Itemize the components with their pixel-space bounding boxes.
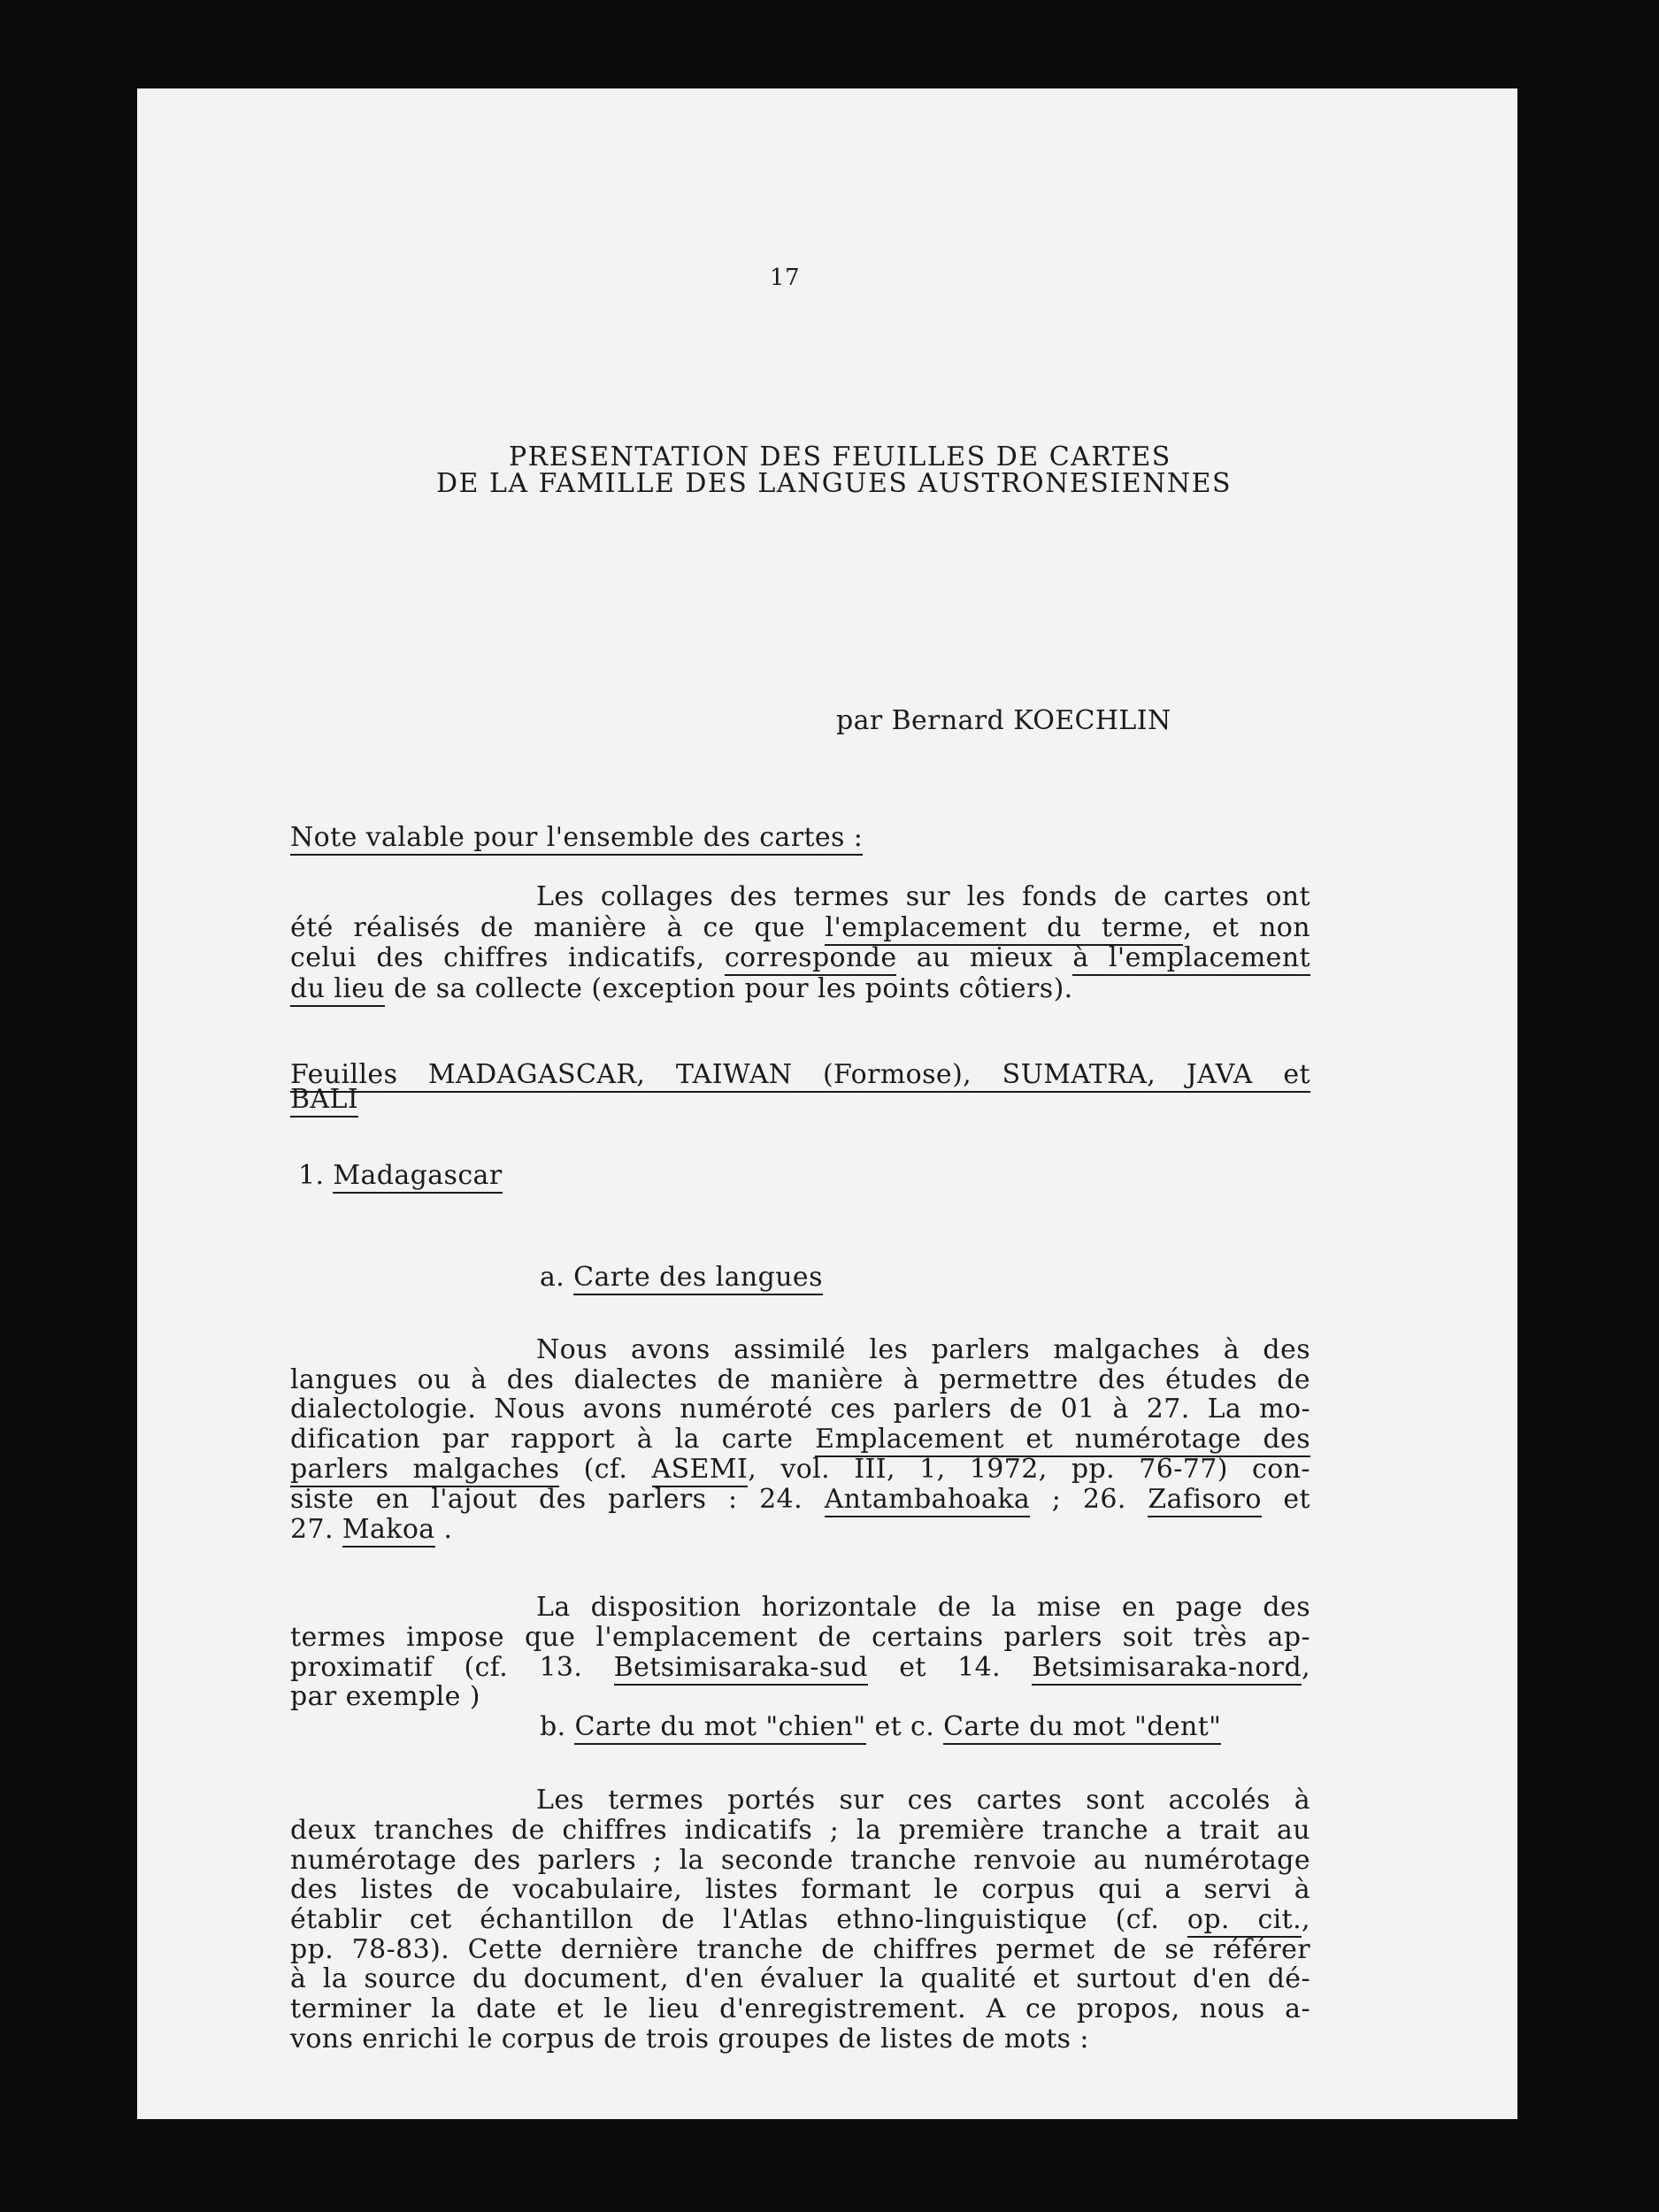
- note-heading-text: Note valable pour l'ensemble des cartes :: [290, 822, 863, 856]
- underlined-phrase: l'emplacement du terme: [825, 912, 1183, 946]
- para2-line-6: siste en l'ajout des parlers : 24. Antambahoaka ; 26. Zafisoro et: [290, 1485, 1310, 1515]
- para3-line-4: par exemple ): [290, 1681, 480, 1712]
- para4-line-6: pp. 78-83). Cette dernière tranche de chiffres permet de se référer: [290, 1934, 1310, 1965]
- para1-line-2: été réalisés de manière à ce que l'emplacement du terme, et non: [290, 913, 1310, 943]
- para2-line-4: dification par rapport à la carte Emplacement et numérotage des: [290, 1425, 1310, 1455]
- carte-a-heading: a. Carte des langues: [540, 1263, 823, 1293]
- para3-line-2: termes impose que l'emplacement de certains parlers soit très ap-: [290, 1622, 1310, 1653]
- para4-line-1: Les termes portés sur ces cartes sont accolés à: [536, 1785, 1310, 1816]
- para4-line-4: des listes de vocabulaire, listes formant le corpus qui a servi à: [290, 1874, 1310, 1905]
- para2-line-7: 27. Makoa .: [290, 1515, 452, 1545]
- underlined-phrase: corresponde: [725, 942, 897, 976]
- para4-line-3: numérotage des parlers ; la seconde tranche renvoie au numérotage: [290, 1845, 1310, 1876]
- para4-line-8: terminer la date et le lieu d'enregistrement. A ce propos, nous a-: [290, 1993, 1310, 2024]
- title-line-2: DE LA FAMILLE DES LANGUES AUSTRONESIENNES: [436, 468, 1233, 499]
- note-heading: [290, 823, 863, 853]
- underlined-phrase: à l'emplacement: [1072, 942, 1310, 976]
- carte-bc-heading: b. Carte du mot "chien" et c. Carte du mot "dent": [540, 1712, 1221, 1742]
- title-line-1: PRESENTATION DES FEUILLES DE CARTES: [509, 442, 1171, 472]
- section-heading-line-1: Feuilles MADAGASCAR, TAIWAN (Formose), SUMATRA, JAVA et: [290, 1060, 1310, 1090]
- para2-line-5: parlers malgaches (cf. ASEMI, vol. III, 1, 1972, pp. 76-77) con-: [290, 1455, 1310, 1485]
- para2-line-3: dialectologie. Nous avons numéroté ces parlers de 01 à 27. La mo-: [290, 1394, 1310, 1425]
- para4-line-5: établir cet échantillon de l'Atlas ethno-linguistique (cf. op. cit.,: [290, 1905, 1310, 1935]
- para2-line-1: Nous avons assimilé les parlers malgaches à des: [536, 1334, 1310, 1365]
- para4-line-9: vons enrichi le corpus de trois groupes de listes de mots :: [290, 2024, 1089, 2055]
- subsection-heading: 1. Madagascar: [298, 1161, 503, 1191]
- section-heading-line-2: BALI: [290, 1085, 358, 1115]
- para4-line-7: à la source du document, d'en évaluer la qualité et surtout d'en dé-: [290, 1963, 1310, 1994]
- scanned-page: [137, 88, 1517, 2119]
- author-line: par Bernard KOECHLIN: [836, 705, 1171, 736]
- page-number: 17: [770, 265, 800, 291]
- para1-line-3: celui des chiffres indicatifs, corresponde au mieux à l'emplacement: [290, 943, 1310, 973]
- para1-line-1: Les collages des termes sur les fonds de cartes ont: [536, 881, 1310, 912]
- para3-line-1: La disposition horizontale de la mise en page des: [536, 1592, 1310, 1623]
- para2-line-2: langues ou à des dialectes de manière à permettre des études de: [290, 1364, 1310, 1395]
- para3-line-3: proximatif (cf. 13. Betsimisaraka-sud et 14. Betsimisaraka-nord,: [290, 1653, 1310, 1683]
- para1-line-4: du lieu de sa collecte (exception pour les points côtiers).: [290, 974, 1310, 1004]
- para4-line-2: deux tranches de chiffres indicatifs ; la première tranche a trait au: [290, 1815, 1310, 1846]
- underlined-phrase: du lieu: [290, 973, 385, 1007]
